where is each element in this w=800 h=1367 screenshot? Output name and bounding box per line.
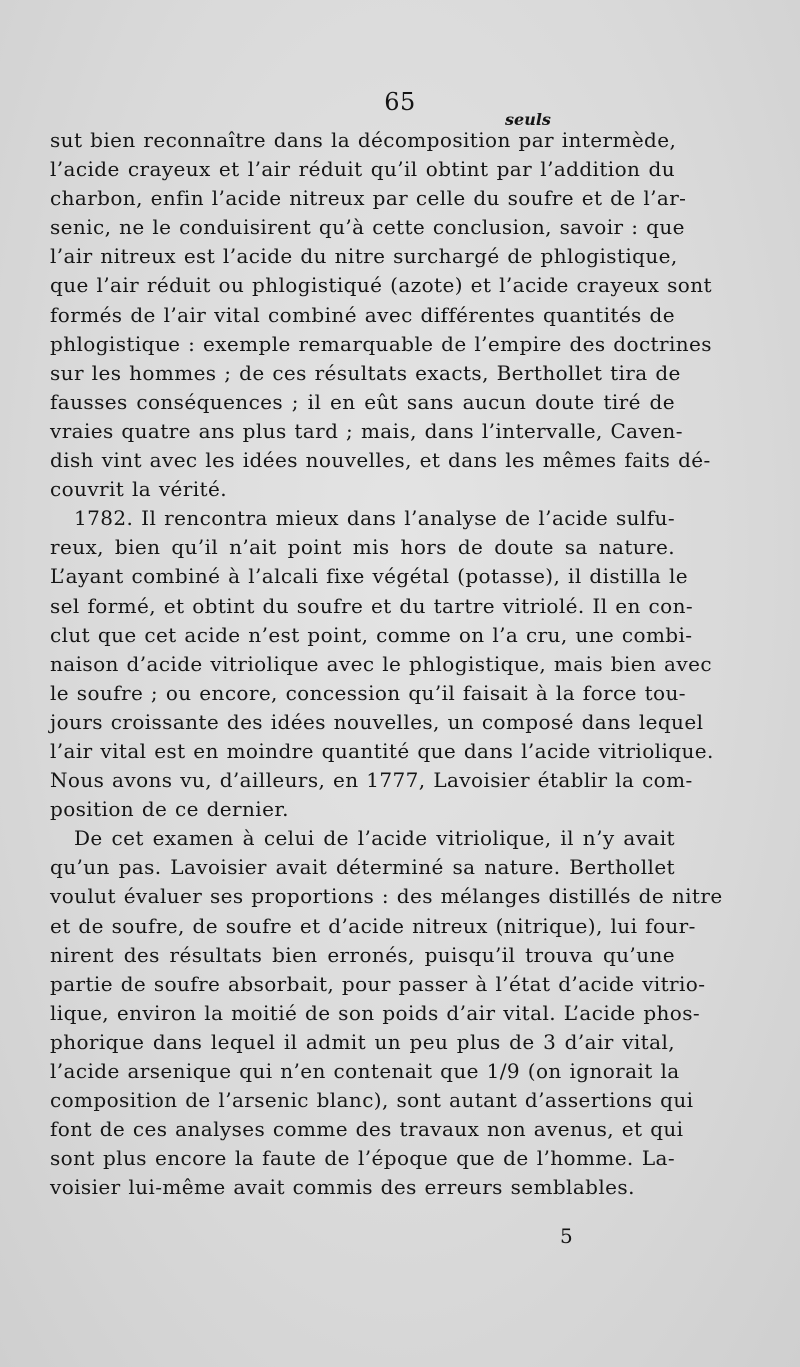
handwritten-annotation: seuls (505, 110, 551, 129)
text-line: reux, bien qu’il n’ait point mis hors de doute sa nature. (50, 535, 675, 560)
text-line: lique, environ la moitié de son poids d’air vital. L’acide phos- (50, 1000, 701, 1025)
text-line: dish vint avec les idées nouvelles, et dans les mêmes faits dé- (50, 448, 711, 473)
text-line: le soufre ; ou encore, concession qu’il faisait à la force tou- (50, 680, 686, 705)
text-line: nirent des résultats bien erronés, puisqu’il trouva qu’une (50, 942, 675, 967)
text-line: position de ce dernier. (50, 797, 289, 822)
text-line: De cet examen à celui de l’acide vitriolique, il n’y avait (74, 826, 675, 851)
text-line: charbon, enfin l’acide nitreux par celle du soufre et de l’ar- (50, 186, 687, 211)
text-line: 1782. Il rencontra mieux dans l’analyse de l’acide sulfu- (74, 506, 675, 531)
text-line: sut bien reconnaître dans la décomposition par intermède, (50, 128, 677, 152)
text-line: l’air nitreux est l’acide du nitre surchargé de phlogistique, (50, 244, 678, 269)
text-line: vraies quatre ans plus tard ; mais, dans l’intervalle, Caven- (50, 418, 683, 443)
text-line: clut que cet acide n’est point, comme on l’a cru, une combi- (50, 622, 693, 647)
paragraph (50, 126, 712, 504)
text-line: sont plus encore la faute de l’époque que de l’homme. La- (50, 1146, 675, 1171)
text-line: fausses conséquences ; il en eût sans aucun doute tiré de (50, 389, 675, 414)
body-text (50, 126, 723, 1202)
text-line: font de ces analyses comme des travaux non avenus, et qui (50, 1117, 684, 1142)
text-line: phorique dans lequel il admit un peu plus de 3 d’air vital, (50, 1029, 675, 1054)
text-line: partie de soufre absorbait, pour passer à l’état d’acide vitrio- (50, 971, 706, 996)
text-line: et de soufre, de soufre et d’acide nitreux (nitrique), lui four- (50, 913, 696, 938)
text-line: composition de l’arsenic blanc), sont autant d’assertions qui (50, 1088, 694, 1113)
text-line: phlogistique : exemple remarquable de l’empire des doctrines (50, 331, 712, 356)
text-line: l’acide arsenique qui n’en contenait que 1/9 (on ignorait la (50, 1059, 680, 1083)
paragraph (50, 824, 723, 1202)
signature-mark: 5 (560, 1224, 573, 1248)
text-line: l’air vital est en moindre quantité que dans l’acide vitriolique. (50, 738, 714, 763)
text-line: L’ayant combiné à l’alcali fixe végétal (potasse), il distilla le (50, 564, 688, 589)
text-line: sel formé, et obtint du soufre et du tartre vitriolé. Il en con- (50, 593, 694, 618)
text-line: voulut évaluer ses proportions : des mélanges distillés de nitre (50, 884, 723, 909)
paragraph (50, 504, 714, 824)
text-line: l’acide crayeux et l’air réduit qu’il obtint par l’addition du (50, 157, 675, 182)
page-number: 65 (384, 88, 416, 116)
text-line: qu’un pas. Lavoisier avait déterminé sa nature. Berthollet (50, 855, 675, 880)
text-line: naison d’acide vitriolique avec le phlogistique, mais bien avec (50, 651, 712, 676)
text-line: sur les hommes ; de ces résultats exacts, Berthollet tira de (50, 360, 681, 385)
text-line: voisier lui-même avait commis des erreurs semblables. (50, 1175, 635, 1200)
text-line: jours croissante des idées nouvelles, un composé dans lequel (50, 709, 704, 734)
text-line: Nous avons vu, d’ailleurs, en 1777, Lavoisier établir la com- (50, 768, 693, 793)
text-line: senic, ne le conduisirent qu’à cette conclusion, savoir : que (50, 215, 685, 240)
text-line: que l’air réduit ou phlogistiqué (azote) et l’acide crayeux sont (50, 273, 712, 298)
text-line: formés de l’air vital combiné avec différentes quantités de (50, 302, 675, 327)
text-line: couvrit la vérité. (50, 477, 227, 502)
